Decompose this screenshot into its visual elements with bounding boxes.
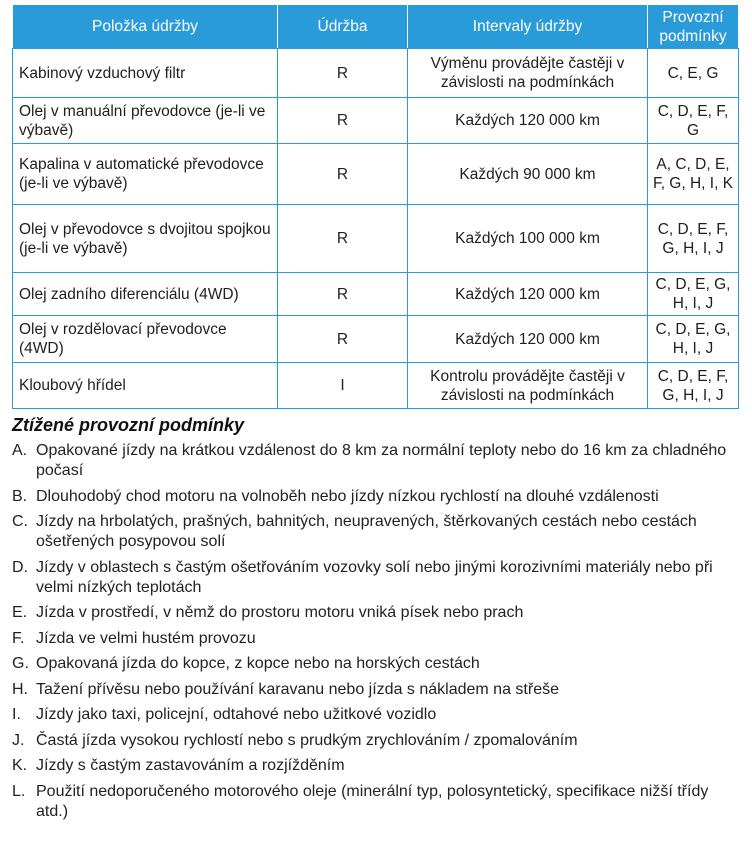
list-item [12, 680, 742, 700]
list-item [12, 705, 742, 725]
condition-letter: G. [12, 655, 29, 672]
condition-text: Jízda ve velmi hustém provozu [36, 629, 256, 647]
conditions-title: Ztížené provozní podmínky [12, 415, 245, 435]
row-conditions: C, D, E, F, G, H, I, J [648, 205, 739, 273]
header-conditions: Provozní podmínky [648, 5, 739, 49]
table-row [13, 49, 739, 98]
table-row [13, 205, 739, 273]
condition-letter: L. [12, 782, 26, 800]
table-row [13, 144, 739, 205]
conditions-list [12, 441, 742, 827]
list-item [12, 756, 742, 776]
condition-text: Dlouhodobý chod motoru na volnoběh nebo jízdy nízkou rychlostí na dlouhé vzdálenosti [36, 487, 659, 505]
row-conditions: C, D, E, G, H, I, J [648, 273, 739, 316]
condition-letter: I. [12, 706, 21, 723]
row-item: Olej zadního diferenciálu (4WD) [13, 273, 278, 316]
row-action: R [278, 316, 408, 363]
condition-letter: E. [12, 604, 28, 621]
condition-letter: B. [12, 487, 28, 505]
table-header-row [13, 5, 739, 49]
row-item: Kloubový hřídel [13, 363, 278, 409]
condition-text: Jízdy v oblastech s častým ošetřováním vozovky solí nebo jinými korozivními materiály nebo při velmi nízkých teplotách [36, 558, 713, 596]
condition-letter: A. [12, 442, 28, 459]
condition-text: Použití nedoporučeného motorového oleje (minerální typ, polosyntetický, specifikace nižší třídy atd.) [36, 782, 709, 820]
condition-text: Jízdy s častým zastavováním a rozjížděním [36, 757, 345, 774]
condition-letter: H. [12, 680, 28, 698]
condition-text: Častá jízda vysokou rychlostí nebo s prudkým zrychlováním / zpomalováním [36, 731, 578, 749]
row-interval: Výměnu provádějte častěji v závislosti na podmínkách [408, 49, 648, 98]
row-conditions: C, E, G [648, 49, 739, 98]
condition-letter: K. [12, 757, 28, 774]
row-action: R [278, 273, 408, 316]
list-item [12, 558, 742, 598]
condition-text: Jízdy jako taxi, policejní, odtahové nebo užitkové vozidlo [36, 706, 437, 723]
list-item [12, 782, 742, 822]
row-item: Kabinový vzduchový filtr [13, 49, 278, 98]
row-interval: Kontrolu provádějte častěji v závislosti na podmínkách [408, 363, 648, 409]
list-item [12, 654, 742, 674]
list-item [12, 629, 742, 649]
row-interval: Každých 100 000 km [408, 205, 648, 273]
table-row [13, 363, 739, 409]
table-row [13, 273, 739, 316]
condition-letter: F. [12, 629, 25, 647]
row-item: Olej v manuální převodovce (je-li ve výbavě) [13, 98, 278, 144]
row-conditions: A, C, D, E, F, G, H, I, K [648, 144, 739, 205]
list-item [12, 441, 742, 481]
table-row [13, 98, 739, 144]
condition-letter: C. [12, 513, 28, 530]
row-conditions: C, D, E, F, G [648, 98, 739, 144]
condition-text: Jízdy na hrbolatých, prašných, bahnitých, neupravených, štěrkovaných cestách nebo cestách ošetřených posypovou solí [36, 513, 697, 550]
row-interval: Každých 120 000 km [408, 316, 648, 363]
row-item: Olej v převodovce s dvojitou spojkou (je-li ve výbavě) [13, 205, 278, 273]
row-conditions: C, D, E, G, H, I, J [648, 316, 739, 363]
condition-text: Opakované jízdy na krátkou vzdálenost do 8 km za normální teploty nebo do 16 km za chladného počasí [36, 442, 727, 479]
row-conditions: C, D, E, F, G, H, I, J [648, 363, 739, 409]
maintenance-table [12, 4, 739, 409]
list-item [12, 487, 742, 507]
header-item: Položka údržby [13, 5, 278, 49]
list-item [12, 603, 742, 623]
condition-letter: J. [12, 731, 25, 749]
row-action: R [278, 144, 408, 205]
row-item: Olej v rozdělovací převodovce (4WD) [13, 316, 278, 363]
condition-text: Tažení přívěsu nebo používání karavanu nebo jízda s nákladem na střeše [36, 680, 559, 698]
list-item [12, 731, 742, 751]
list-item [12, 512, 742, 552]
row-interval: Každých 90 000 km [408, 144, 648, 205]
header-interval: Intervaly údržby [408, 5, 648, 49]
condition-text: Opakovaná jízda do kopce, z kopce nebo na horských cestách [36, 655, 480, 672]
table-row [13, 316, 739, 363]
header-action: Údržba [278, 5, 408, 49]
condition-letter: D. [12, 558, 28, 576]
row-action: I [278, 363, 408, 409]
row-item: Kapalina v automatické převodovce (je-li ve výbavě) [13, 144, 278, 205]
row-action: R [278, 98, 408, 144]
row-interval: Každých 120 000 km [408, 98, 648, 144]
condition-text: Jízda v prostředí, v němž do prostoru motoru vniká písek nebo prach [36, 604, 524, 621]
row-action: R [278, 49, 408, 98]
row-action: R [278, 205, 408, 273]
row-interval: Každých 120 000 km [408, 273, 648, 316]
